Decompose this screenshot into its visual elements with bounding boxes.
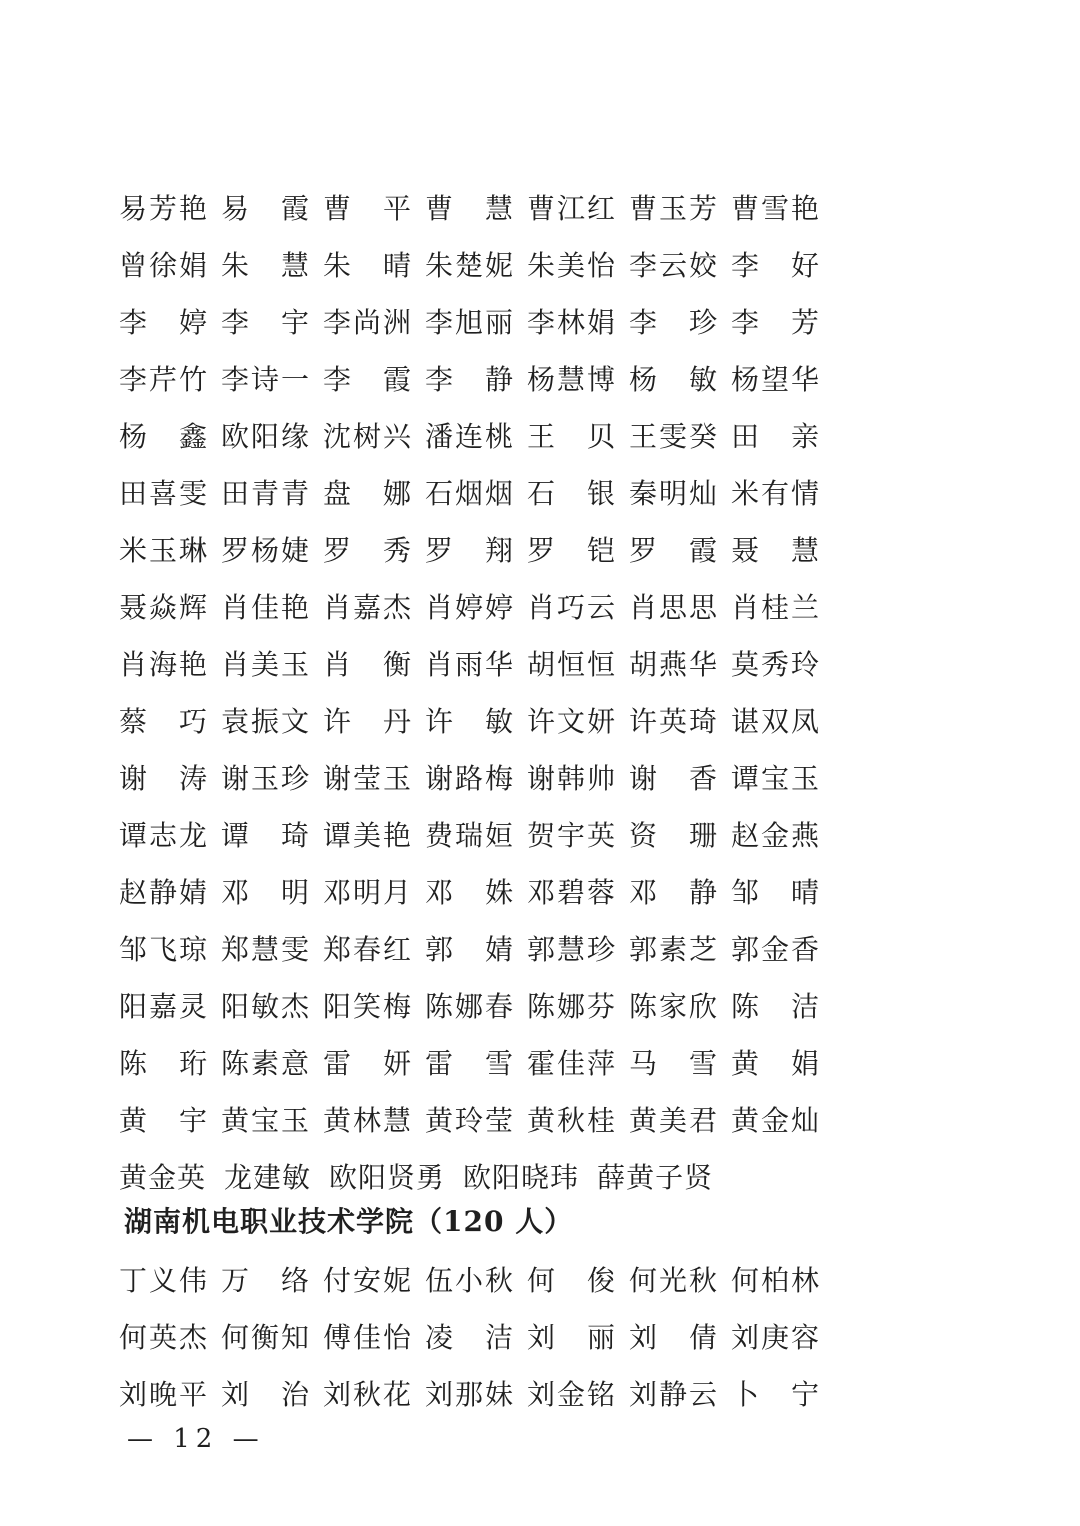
person-name: 郑慧雯 [221, 932, 312, 966]
person-name: 刘晚平 [119, 1377, 210, 1411]
person-name: 何光秋 [629, 1263, 720, 1297]
name-row [119, 634, 839, 691]
person-name: 邓 明 [221, 875, 312, 909]
person-name: 胡燕华 [629, 647, 720, 681]
person-name: 贺宇英 [527, 818, 618, 852]
person-name: 雷 雪 [425, 1046, 516, 1080]
person-name: 郑春红 [323, 932, 414, 966]
person-name: 李 芳 [731, 305, 822, 339]
person-name: 秦明灿 [629, 476, 720, 510]
name-row [119, 406, 839, 463]
person-name: 李云姣 [629, 248, 720, 282]
person-name: 霍佳萍 [527, 1046, 618, 1080]
person-name: 谢韩帅 [527, 761, 618, 795]
person-name: 杨慧博 [527, 362, 618, 396]
person-name: 黄玲莹 [425, 1103, 516, 1137]
person-name: 曹 平 [323, 191, 414, 225]
name-row [119, 1090, 839, 1147]
person-name: 资 珊 [629, 818, 720, 852]
person-name: 郭 婧 [425, 932, 516, 966]
person-name: 肖婷婷 [425, 590, 516, 624]
person-name: 罗 铠 [527, 533, 618, 567]
person-name: 聂焱辉 [119, 590, 210, 624]
person-name: 田 亲 [731, 419, 822, 453]
person-name: 赵金燕 [731, 818, 822, 852]
person-name: 谌双凤 [731, 704, 822, 738]
name-row [119, 1307, 839, 1364]
person-name: 郭素芝 [629, 932, 720, 966]
name-row [119, 919, 839, 976]
person-name: 伍小秋 [425, 1263, 516, 1297]
person-name: 何柏林 [731, 1263, 822, 1297]
person-name: 陈家欣 [629, 989, 720, 1023]
person-name: 刘庚容 [731, 1320, 822, 1354]
person-name: 李旭丽 [425, 305, 516, 339]
person-name: 朱美怡 [527, 248, 618, 282]
person-name: 米玉琳 [119, 533, 210, 567]
person-name: 刘 倩 [629, 1320, 720, 1354]
person-name: 谢 香 [629, 761, 720, 795]
person-name: 易芳艳 [119, 191, 210, 225]
person-name: 马 雪 [629, 1046, 720, 1080]
name-row [119, 520, 839, 577]
person-name: 肖 衡 [323, 647, 414, 681]
person-name: 易 霞 [221, 191, 312, 225]
person-name: 许 丹 [323, 704, 414, 738]
person-name: 傅佳怡 [323, 1320, 414, 1354]
person-name: 卜 宁 [731, 1377, 822, 1411]
person-name: 蔡 巧 [119, 704, 210, 738]
person-name: 肖美玉 [221, 647, 312, 681]
person-name: 莫秀玲 [731, 647, 822, 681]
name-row [119, 577, 839, 634]
person-name: 许 敏 [425, 704, 516, 738]
person-name: 谭宝玉 [731, 761, 822, 795]
person-name: 米有情 [731, 476, 822, 510]
name-row [119, 178, 839, 235]
person-name: 阳嘉灵 [119, 989, 210, 1023]
person-name: 何英杰 [119, 1320, 210, 1354]
person-name: 罗 霞 [629, 533, 720, 567]
person-name: 肖嘉杰 [323, 590, 414, 624]
person-name: 朱楚妮 [425, 248, 516, 282]
person-name: 欧阳缘 [221, 419, 312, 453]
person-name: 邓明月 [323, 875, 414, 909]
person-name: 肖巧云 [527, 590, 618, 624]
person-name: 刘那妹 [425, 1377, 516, 1411]
person-name: 陈素意 [221, 1046, 312, 1080]
person-name: 田喜雯 [119, 476, 210, 510]
person-name: 谭志龙 [119, 818, 210, 852]
person-name: 刘秋花 [323, 1377, 414, 1411]
person-name: 肖佳艳 [221, 590, 312, 624]
person-name: 陈 洁 [731, 989, 822, 1023]
person-name: 黄秋桂 [527, 1103, 618, 1137]
person-name: 万 络 [221, 1263, 312, 1297]
person-name: 盘 娜 [323, 476, 414, 510]
person-name: 雷 妍 [323, 1046, 414, 1080]
person-name: 何 俊 [527, 1263, 618, 1297]
person-name: 罗杨婕 [221, 533, 312, 567]
page-number: — 12 — [127, 1424, 265, 1454]
person-name: 丁义伟 [119, 1263, 210, 1297]
name-row [119, 1033, 839, 1090]
person-name: 欧阳贤勇 [329, 1160, 446, 1194]
name-row [119, 463, 839, 520]
person-name: 肖雨华 [425, 647, 516, 681]
person-name: 李林娟 [527, 305, 618, 339]
person-name: 刘金铭 [527, 1377, 618, 1411]
person-name: 阳敏杰 [221, 989, 312, 1023]
person-name: 李 宇 [221, 305, 312, 339]
person-name: 刘 丽 [527, 1320, 618, 1354]
name-row [119, 1250, 839, 1307]
person-name: 谭 琦 [221, 818, 312, 852]
person-name: 黄金英 [119, 1160, 207, 1194]
section-heading: 湖南机电职业技术学院（120 人） [124, 1205, 574, 1238]
person-name: 薛黄子贤 [597, 1160, 714, 1194]
name-list-2 [119, 1250, 839, 1421]
person-name: 黄林慧 [323, 1103, 414, 1137]
name-row [119, 805, 839, 862]
person-name: 赵静婧 [119, 875, 210, 909]
person-name: 谢路梅 [425, 761, 516, 795]
person-name: 聂 慧 [731, 533, 822, 567]
person-name: 黄 宇 [119, 1103, 210, 1137]
person-name: 黄美君 [629, 1103, 720, 1137]
person-name: 陈娜春 [425, 989, 516, 1023]
person-name: 许文妍 [527, 704, 618, 738]
person-name: 曹 慧 [425, 191, 516, 225]
person-name: 曹玉芳 [629, 191, 720, 225]
person-name: 罗 翔 [425, 533, 516, 567]
person-name: 曹雪艳 [731, 191, 822, 225]
person-name: 郭金香 [731, 932, 822, 966]
person-name: 袁振文 [221, 704, 312, 738]
person-name: 黄金灿 [731, 1103, 822, 1137]
name-row [119, 1364, 839, 1421]
person-name: 曹江红 [527, 191, 618, 225]
person-name: 李 静 [425, 362, 516, 396]
person-name: 朱 晴 [323, 248, 414, 282]
person-name: 刘静云 [629, 1377, 720, 1411]
person-name: 何衡知 [221, 1320, 312, 1354]
person-name: 胡恒恒 [527, 647, 618, 681]
person-name: 郭慧珍 [527, 932, 618, 966]
person-name: 邓 姝 [425, 875, 516, 909]
person-name: 陈 珩 [119, 1046, 210, 1080]
person-name: 杨 鑫 [119, 419, 210, 453]
person-name: 邹飞琼 [119, 932, 210, 966]
person-name: 刘 治 [221, 1377, 312, 1411]
person-name: 费瑞姮 [425, 818, 516, 852]
name-list [119, 178, 839, 1204]
name-row [119, 292, 839, 349]
person-name: 罗 秀 [323, 533, 414, 567]
person-name: 李 婷 [119, 305, 210, 339]
person-name: 肖思思 [629, 590, 720, 624]
name-row [119, 976, 839, 1033]
person-name: 谭美艳 [323, 818, 414, 852]
name-row [119, 235, 839, 292]
person-name: 凌 洁 [425, 1320, 516, 1354]
person-name: 陈娜芬 [527, 989, 618, 1023]
person-name: 石烟烟 [425, 476, 516, 510]
person-name: 李芹竹 [119, 362, 210, 396]
person-name: 阳笑梅 [323, 989, 414, 1023]
person-name: 许英琦 [629, 704, 720, 738]
person-name: 潘连桃 [425, 419, 516, 453]
name-row [119, 748, 839, 805]
person-name: 杨望华 [731, 362, 822, 396]
person-name: 杨 敏 [629, 362, 720, 396]
person-name: 田青青 [221, 476, 312, 510]
person-name: 付安妮 [323, 1263, 414, 1297]
person-name: 邓碧蓉 [527, 875, 618, 909]
person-name: 石 银 [527, 476, 618, 510]
name-row [119, 349, 839, 406]
person-name: 沈树兴 [323, 419, 414, 453]
name-row [119, 1147, 839, 1204]
person-name: 龙建敏 [224, 1160, 312, 1194]
person-name: 王雯癸 [629, 419, 720, 453]
person-name: 朱 慧 [221, 248, 312, 282]
person-name: 肖海艳 [119, 647, 210, 681]
name-row [119, 691, 839, 748]
person-name: 李尚洲 [323, 305, 414, 339]
person-name: 肖桂兰 [731, 590, 822, 624]
person-name: 谢 涛 [119, 761, 210, 795]
name-row [119, 862, 839, 919]
person-name: 李诗一 [221, 362, 312, 396]
person-name: 李 霞 [323, 362, 414, 396]
person-name: 黄宝玉 [221, 1103, 312, 1137]
person-name: 邹 晴 [731, 875, 822, 909]
person-name: 王 贝 [527, 419, 618, 453]
person-name: 谢玉珍 [221, 761, 312, 795]
person-name: 李 珍 [629, 305, 720, 339]
person-name: 黄 娟 [731, 1046, 822, 1080]
person-name: 邓 静 [629, 875, 720, 909]
person-name: 欧阳晓玮 [463, 1160, 580, 1194]
person-name: 李 好 [731, 248, 822, 282]
person-name: 谢莹玉 [323, 761, 414, 795]
person-name: 曾徐娟 [119, 248, 210, 282]
